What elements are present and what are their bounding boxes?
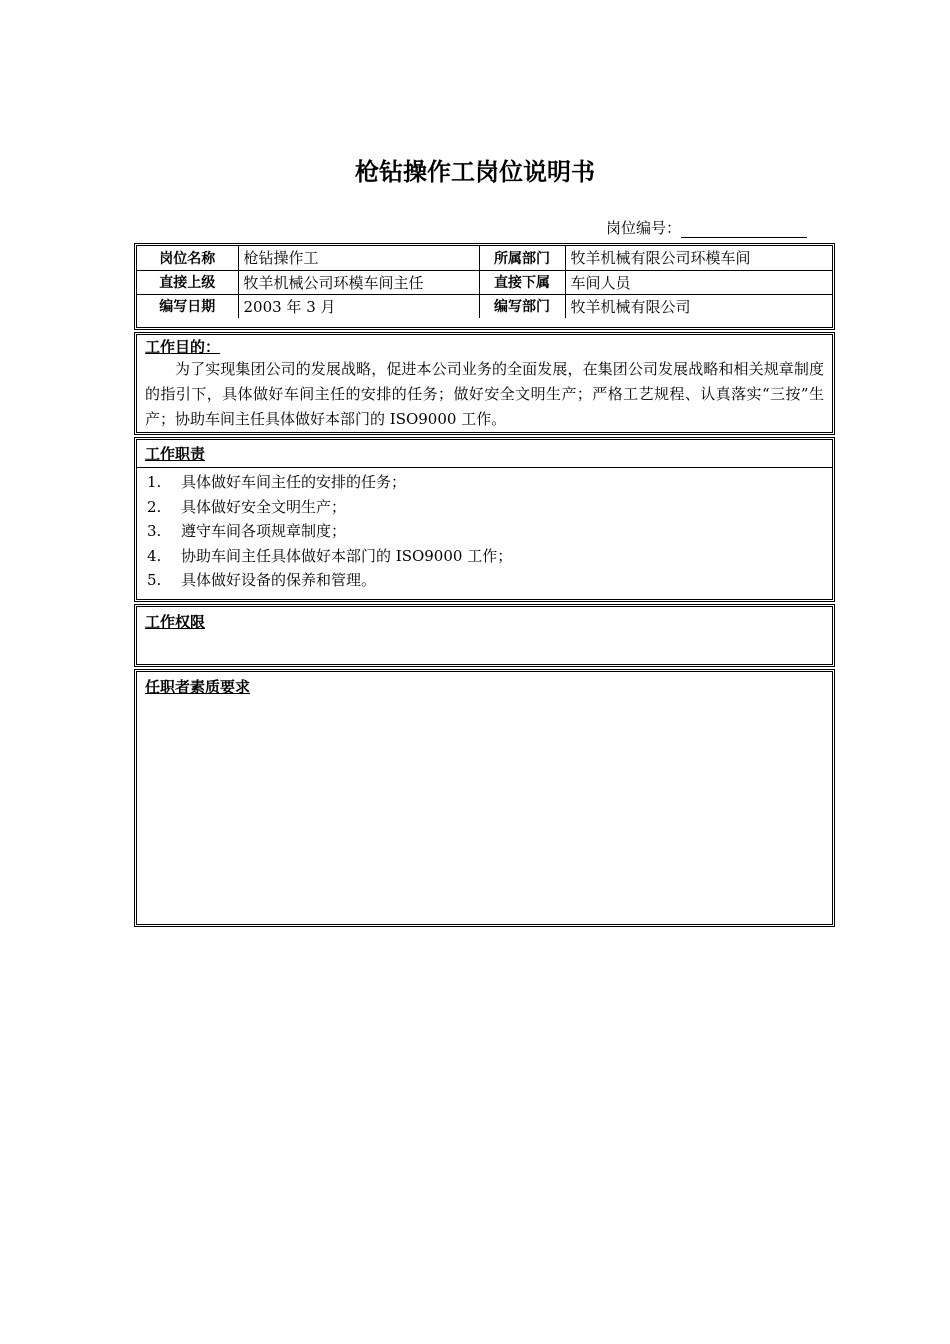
item-text: 协助车间主任具体做好本部门的 ISO9000 工作； — [181, 546, 513, 565]
table-row — [137, 246, 832, 270]
purpose-section — [134, 332, 835, 435]
purpose-text: 为了实现集团公司的发展战略，促进本公司业务的全面发展，在集团公司发展战略和相关规章制度的指引下，具体做好车间主任的安排的任务；做好安全文明生产；严格工艺规程、认真落实“三按”生产；协助车间主任具体做好本部门的 ISO9000 工作。 — [145, 360, 824, 428]
basic-info-table — [137, 246, 832, 318]
author-dept-value: 牧羊机械有限公司 — [565, 294, 832, 318]
purpose-heading: 工作目的： — [145, 338, 221, 356]
duties-heading: 工作职责 — [137, 440, 832, 468]
duties-list — [137, 468, 832, 593]
authority-heading: 工作权限 — [145, 613, 206, 631]
document-title: 枪钻操作工岗位说明书 — [355, 158, 595, 186]
table-row — [137, 270, 832, 294]
duties-section — [134, 437, 835, 602]
qualifications-section — [134, 669, 835, 927]
list-item — [137, 519, 832, 544]
post-number-blank — [681, 221, 807, 238]
post-number-label: 岗位编号： — [606, 219, 682, 237]
item-number: 2. — [147, 497, 162, 516]
item-text: 遵守车间各项规章制度； — [181, 522, 347, 540]
list-item — [137, 544, 832, 569]
list-item — [137, 495, 832, 520]
item-number: 1. — [147, 473, 162, 491]
position-name-label: 岗位名称 — [137, 246, 238, 270]
item-text: 具体做好安全文明生产； — [181, 497, 347, 516]
author-dept-label: 编写部门 — [479, 294, 565, 318]
date-value: 2003 年 3 月 — [238, 294, 479, 318]
department-value: 牧羊机械有限公司环模车间 — [565, 246, 832, 270]
date-label: 编写日期 — [137, 294, 238, 318]
item-number: 5. — [147, 571, 162, 589]
basic-info-section — [134, 243, 835, 330]
superior-value: 牧羊机械公司环模车间主任 — [238, 270, 479, 294]
item-text: 具体做好设备的保养和管理。 — [181, 571, 377, 589]
subordinate-value: 车间人员 — [565, 270, 832, 294]
position-name-value: 枪钻操作工 — [238, 246, 479, 270]
qualifications-heading: 任职者素质要求 — [145, 678, 251, 696]
post-number-field — [606, 218, 807, 238]
list-item — [137, 470, 832, 495]
department-label: 所属部门 — [479, 246, 565, 270]
superior-label: 直接上级 — [137, 270, 238, 294]
list-item — [137, 568, 832, 593]
item-text: 具体做好车间主任的安排的任务； — [181, 473, 407, 491]
item-number: 3. — [147, 522, 162, 540]
table-row — [137, 294, 832, 318]
authority-section — [134, 604, 835, 667]
subordinate-label: 直接下属 — [479, 270, 565, 294]
item-number: 4. — [147, 546, 162, 565]
